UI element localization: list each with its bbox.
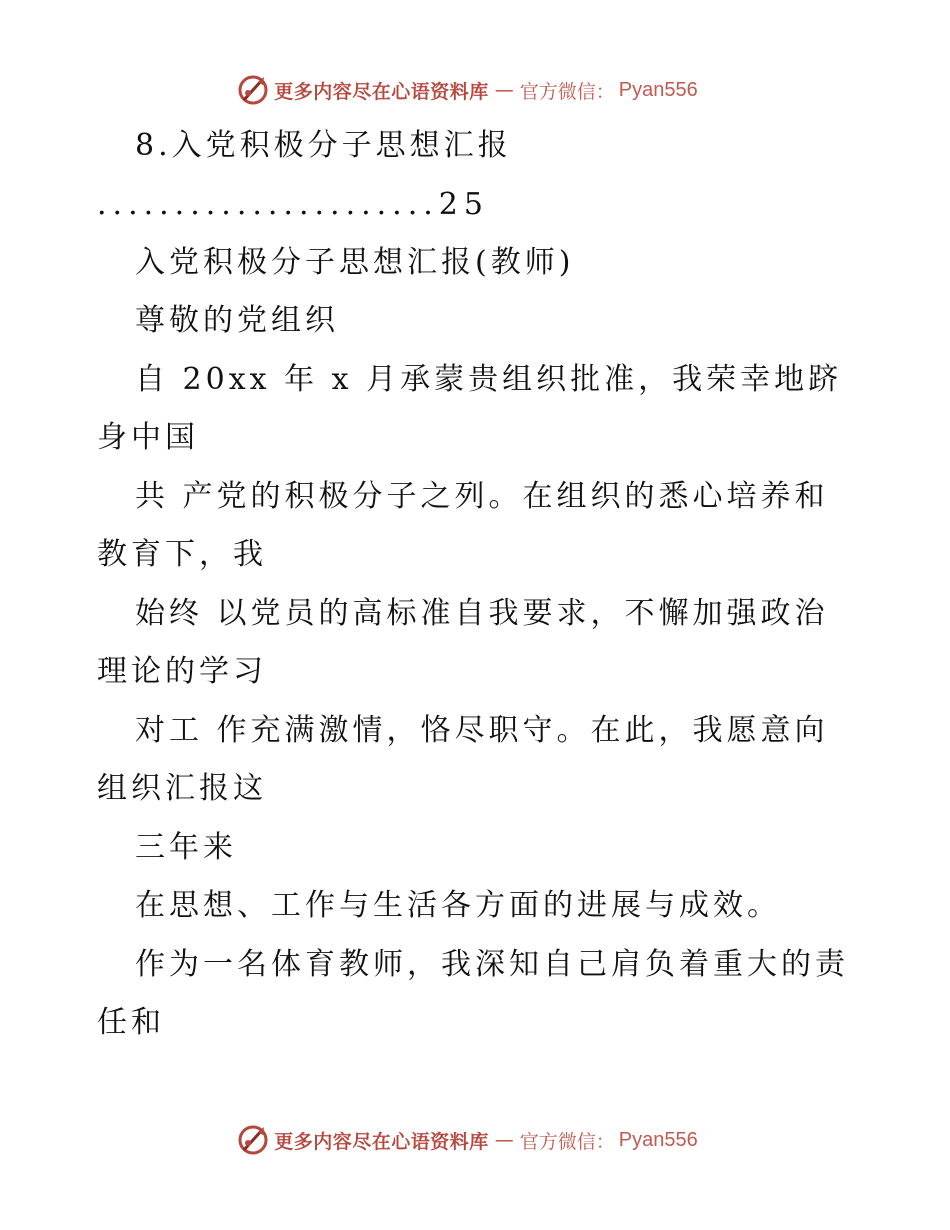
paragraph-line: 对工 作充满激情，恪尽职守。在此，我愿意向 [135,713,829,748]
document-title: 入党积极分子思想汇报(教师) [135,245,575,280]
quill-logo-icon [236,1123,270,1157]
paragraph-line: 作为一名体育教师，我深知自己肩负着重大的责 [135,947,849,982]
paragraph-line: 身中国 [97,420,199,455]
watermark-separator: — [494,1129,514,1151]
watermark-group [236,1123,698,1157]
watermark-site-text: 更多内容尽在心语资料库 [274,1130,489,1153]
paragraph-line: 共 产党的积极分子之列。在组织的悉心培养和 [135,479,829,514]
watermark-separator: — [494,79,514,101]
watermark-wechat-id: Pyan556 [618,1128,698,1151]
salutation: 尊敬的党组织 [135,303,339,338]
paragraph-line: 任和 [97,1005,165,1040]
watermark-wechat-label: 官方微信： [519,80,615,103]
watermark-wechat-label: 官方微信： [519,1130,615,1153]
paragraph-line: 在思想、工作与生活各方面的进展与成效。 [135,888,781,923]
toc-entry-title: 8.入党积极分子思想汇报 [135,128,512,163]
paragraph-line: 组织汇报这 [97,771,267,806]
paragraph-line: 自 20xx 年 x 月承蒙贵组织批准，我荣幸地跻 [135,362,843,397]
paragraph-line: 三年来 [135,830,237,865]
watermark-site-text: 更多内容尽在心语资料库 [274,80,489,103]
toc-entry-leader-page: ......................25 [97,187,489,222]
paragraph-line: 始终 以党员的高标准自我要求，不懈加强政治 [135,596,829,631]
paragraph-line: 理论的学习 [97,654,267,689]
watermark-wechat-id: Pyan556 [618,78,698,101]
paragraph-line: 教育下，我 [97,537,267,572]
footer-watermark [0,1120,950,1160]
